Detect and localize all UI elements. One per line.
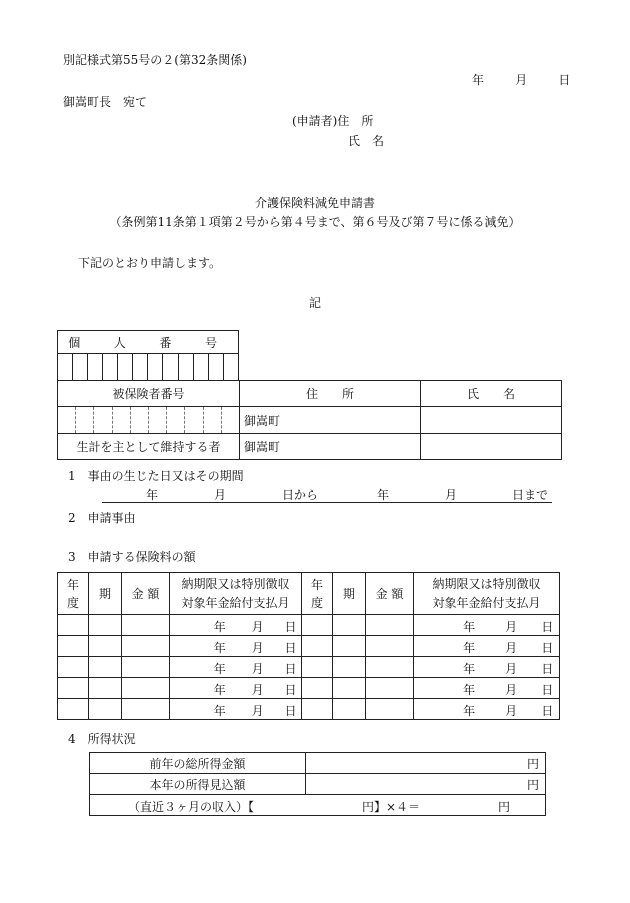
deadline-cell-right[interactable] [414,636,560,657]
supporter-address-field[interactable]: 御嵩町 [240,434,421,460]
personal-number-digit[interactable] [73,354,88,381]
amount-cell[interactable] [122,699,170,720]
personal-number-digit[interactable] [223,354,238,381]
period-cell-right[interactable] [333,699,366,720]
prev-year-income-label: 前年の総所得金額 [90,753,306,774]
year-header-right: 年度 [302,573,333,615]
section1-title: 1 事由の生じた日又はその期間 [68,469,244,483]
date-year-label: 年 [213,641,226,655]
period-header-right: 期 [333,573,366,615]
date-year-label: 年 [463,620,476,634]
date-day-label: 日 [541,620,554,634]
date-month-label: 月 [505,641,518,655]
name-header: 氏 名 [421,381,562,407]
section4-title: 4 所得状況 [68,732,136,746]
amount-cell[interactable] [122,615,170,636]
personal-number-digit[interactable] [58,354,73,381]
personal-number-digit[interactable] [148,354,163,381]
insured-number-field[interactable] [58,407,240,434]
date-month-label: 月 [505,683,518,697]
date-year-label: 年 [213,662,226,676]
period-cell-right[interactable] [333,657,366,678]
income-table [89,752,546,816]
deadline-cell[interactable] [170,699,302,720]
year-cell[interactable] [58,699,89,720]
year-cell-right[interactable] [302,657,333,678]
applicant-name-label: 氏 名 [348,134,385,148]
date-month-label: 月 [251,662,264,676]
date-day-label: 日 [541,662,554,676]
personal-number-digit[interactable] [88,354,103,381]
period-cell[interactable] [89,615,122,636]
supporter-name-field[interactable] [421,434,562,460]
year-cell[interactable] [58,657,89,678]
personal-number-digit[interactable] [208,354,223,381]
amount-cell[interactable] [122,657,170,678]
date-month-label: 月 [505,662,518,676]
period-year-to: 年 [377,488,390,502]
date-year-label: 年 [213,704,226,718]
deadline-cell-right[interactable] [414,678,560,699]
document-title: 介護保険料減免申請書 [254,196,375,210]
form-number: 別記様式第55号の２(第32条関係) [63,53,247,67]
premium-row [58,678,560,699]
period-cell-right[interactable] [333,636,366,657]
period-cell[interactable] [89,636,122,657]
current-year-income-field[interactable]: 円 [306,774,546,795]
personal-number-digit[interactable] [178,354,193,381]
period-day-from: 日から [282,488,319,502]
supporter-label: 生計を主として維持する者 [58,434,240,460]
recent-income-label: （直近３ヶ月の収入）【 [128,800,255,814]
amount-cell-right[interactable] [366,699,414,720]
insured-number-header: 被保険者番号 [58,381,240,407]
date-year-label: 年 [463,662,476,676]
date-month-label: 月 [251,620,264,634]
date-day-label: 日 [284,704,297,718]
year-cell-right[interactable] [302,636,333,657]
date-year-label: 年 [463,683,476,697]
year-cell-right[interactable] [302,699,333,720]
insured-name-field[interactable] [421,407,562,434]
amount-cell[interactable] [122,636,170,657]
date-day-label: 日 [284,641,297,655]
premium-table [57,572,560,720]
year-cell[interactable] [58,615,89,636]
period-line[interactable] [102,486,552,503]
year-cell[interactable] [58,636,89,657]
date-day-label: 日 [284,620,297,634]
current-year-income-label: 本年の所得見込額 [90,774,306,795]
amount-cell[interactable] [122,678,170,699]
amount-cell-right[interactable] [366,657,414,678]
deadline-header: 納期限又は特別徴収 対象年金給付支払月 [170,573,302,615]
section3-title: 3 申請する保険料の額 [68,550,196,564]
deadline-cell[interactable] [170,657,302,678]
deadline-cell-right[interactable] [414,699,560,720]
ki-heading: 記 [309,296,322,310]
personal-number-digit[interactable] [133,354,148,381]
date-month-label: 月 [505,704,518,718]
recent-income-multiplier: 円】×４＝ [362,800,421,814]
insured-table [57,380,562,460]
amount-cell-right[interactable] [366,678,414,699]
date-day-label: 日 [541,704,554,718]
date-day-label: 日 [541,641,554,655]
date-month-label: 月 [505,620,518,634]
insured-address-field[interactable]: 御嵩町 [240,407,421,434]
deadline-cell[interactable] [170,636,302,657]
deadline-cell[interactable] [170,615,302,636]
personal-number-digit[interactable] [103,354,118,381]
personal-number-digit[interactable] [163,354,178,381]
deadline-header-right: 納期限又は特別徴収 対象年金給付支払月 [414,573,560,615]
date-month-label: 月 [251,641,264,655]
date-year-label: 年 [463,704,476,718]
applicant-address-label: (申請者)住 所 [292,114,374,128]
intro-text: 下記のとおり申請します。 [78,256,222,270]
document-subtitle: （条例第11条第１項第２号から第４号まで、第６号及び第７号に係る減免） [109,215,521,229]
date-day-label: 日 [284,662,297,676]
deadline-cell[interactable] [170,678,302,699]
year-cell[interactable] [58,678,89,699]
date-year-label: 年 [213,683,226,697]
period-cell[interactable] [89,678,122,699]
premium-row [58,657,560,678]
period-month-from: 月 [214,488,227,502]
personal-number-digit[interactable] [193,354,208,381]
premium-row [58,615,560,636]
prev-year-income-field[interactable]: 円 [306,753,546,774]
personal-number-header: 個 人 番 号 [58,331,239,354]
date-year-label: 年 [213,620,226,634]
amount-cell-right[interactable] [366,615,414,636]
period-cell-right[interactable] [333,678,366,699]
period-month-to: 月 [445,488,458,502]
deadline-cell-right[interactable] [414,657,560,678]
date-day-label: 日 [541,683,554,697]
period-cell[interactable] [89,657,122,678]
date-month-label: 月 [251,683,264,697]
year-cell-right[interactable] [302,678,333,699]
year-header: 年度 [58,573,89,615]
address-header: 住 所 [240,381,421,407]
amount-header: 金 額 [122,573,170,615]
personal-number-digit[interactable] [118,354,133,381]
addressee: 御嵩町長 宛て [63,95,148,109]
premium-row [58,699,560,720]
date-year-label: 年 [463,641,476,655]
recent-income-row[interactable] [90,795,546,816]
date-month-label: 月 [251,704,264,718]
amount-cell-right[interactable] [366,636,414,657]
period-header: 期 [89,573,122,615]
period-year-from: 年 [146,488,159,502]
premium-row [58,636,560,657]
recent-income-result-unit: 円 [498,800,511,814]
section2-title: 2 申請事由 [68,511,136,525]
deadline-cell-right[interactable] [414,615,560,636]
year-cell-right[interactable] [302,615,333,636]
period-cell-right[interactable] [333,615,366,636]
period-cell[interactable] [89,699,122,720]
date-day-label: 日 [284,683,297,697]
period-day-to: 日まで [512,488,549,502]
amount-header-right: 金 額 [366,573,414,615]
date-line: 年 月 日 [472,73,573,87]
personal-number-table [57,330,239,381]
